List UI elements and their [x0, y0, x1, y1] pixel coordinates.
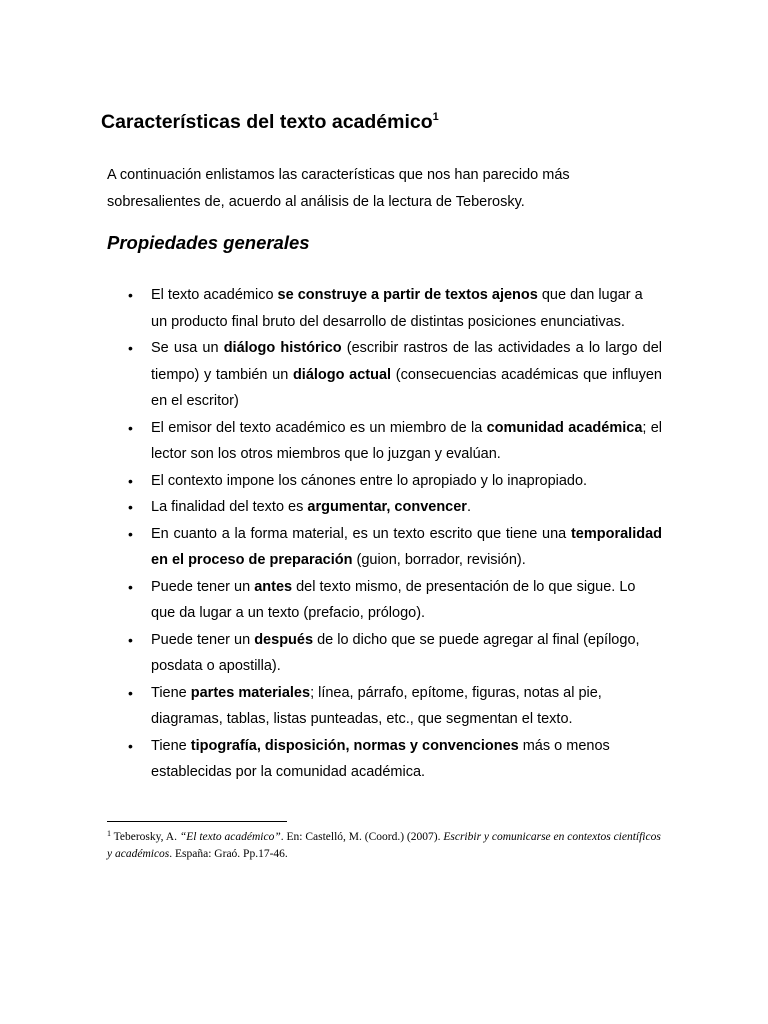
list-item	[128, 335, 662, 415]
page-title	[101, 111, 439, 134]
footnote-reference: 1	[432, 111, 439, 123]
bold-text: temporalidad en el proceso de preparación	[151, 525, 662, 568]
footnote-author: Teberosky, A.	[111, 831, 180, 843]
bold-text: comunidad académica	[486, 419, 643, 436]
list-item	[128, 521, 662, 574]
properties-list	[128, 282, 662, 786]
bullet-icon: •	[128, 472, 133, 489]
list-item	[128, 574, 662, 627]
item-text: El texto académico	[151, 287, 278, 303]
bullet-icon: •	[128, 631, 133, 648]
bold-text: diálogo histórico	[223, 340, 342, 356]
list-item	[128, 282, 662, 335]
list-item	[128, 733, 662, 786]
bold-text: se construye a partir de textos ajenos	[277, 287, 538, 303]
bullet-icon: •	[128, 737, 133, 754]
item-text: En cuanto a la forma material, es un texto escrito que tiene una	[151, 525, 571, 542]
item-text: del texto mismo, de presentación de lo que sigue. Lo que da lugar a un texto (prefacio, prólogo).	[151, 578, 636, 621]
item-text: Tiene	[151, 737, 191, 754]
item-text: (guion, borrador, revisión).	[352, 552, 526, 568]
footnote-source: . En: Castelló, M. (Coord.) (2007).	[280, 831, 444, 843]
item-text: de lo dicho que se puede agregar al final (epílogo, posdata o apostilla).	[151, 631, 640, 674]
list-item	[128, 494, 662, 521]
footnote-number: 1	[107, 829, 111, 838]
bullet-icon: •	[128, 578, 133, 595]
item-text: ; el lector son los otros miembros que lo juzgan y evalúan.	[151, 419, 663, 462]
bullet-icon: •	[128, 499, 133, 515]
bullet-icon: •	[128, 525, 133, 542]
item-text: que dan lugar a un producto final bruto del desarrollo de distintas posiciones enunciativas.	[151, 287, 643, 330]
item-text: La finalidad del texto es	[151, 499, 308, 515]
bold-text: antes	[254, 578, 293, 595]
section-subheading: Propiedades generales	[107, 232, 310, 253]
item-text: Se usa un	[151, 340, 224, 356]
item-text: ; línea, párrafo, epítome, figuras, notas al pie, diagramas, tablas, listas punteadas, etc., que segmentan el texto.	[151, 684, 602, 727]
footnote-book-title: Escribir y comunicarse en contextos científicos y académicos	[107, 831, 661, 860]
bold-text: tipografía, disposición, normas y convenciones	[190, 737, 519, 754]
bold-text: partes materiales	[190, 684, 311, 701]
bullet-icon: •	[128, 419, 133, 436]
list-item	[128, 680, 662, 733]
item-text: (escribir rastros de las actividades a lo largo del tiempo) y también un	[151, 340, 663, 383]
item-text: El contexto impone los cánones entre lo apropiado y lo inapropiado.	[151, 472, 588, 489]
item-text: Tiene	[151, 684, 191, 701]
item-text: Puede tener un	[151, 578, 255, 595]
item-text: más o menos establecidas por la comunidad académica.	[151, 737, 610, 780]
item-text: El emisor del texto académico es un miembro de la	[151, 419, 487, 436]
footnote-publisher: . España: Graó. Pp.17-46.	[169, 848, 288, 860]
bullet-icon: •	[128, 287, 133, 303]
footnote-divider	[107, 821, 287, 822]
bullet-icon: •	[128, 684, 133, 701]
title-text: Características del texto académico	[101, 111, 433, 133]
footnote-work-title: “El texto académico”	[179, 831, 281, 843]
item-text: (consecuencias académicas que influyen en el escritor)	[151, 366, 662, 409]
list-item	[128, 627, 662, 680]
bold-text: argumentar, convencer	[307, 499, 467, 515]
list-item	[128, 468, 662, 495]
footnote	[107, 825, 667, 863]
bold-text: después	[254, 631, 314, 648]
list-item	[128, 415, 662, 468]
item-text: .	[466, 499, 471, 515]
intro-paragraph: A continuación enlistamos las características que nos han parecido más sobresalientes de, acuerdo al análisis de la lectura de Teberosky.	[107, 167, 570, 210]
bold-text: diálogo actual	[292, 366, 392, 383]
bullet-icon: •	[128, 340, 133, 356]
item-text: Puede tener un	[151, 631, 255, 648]
